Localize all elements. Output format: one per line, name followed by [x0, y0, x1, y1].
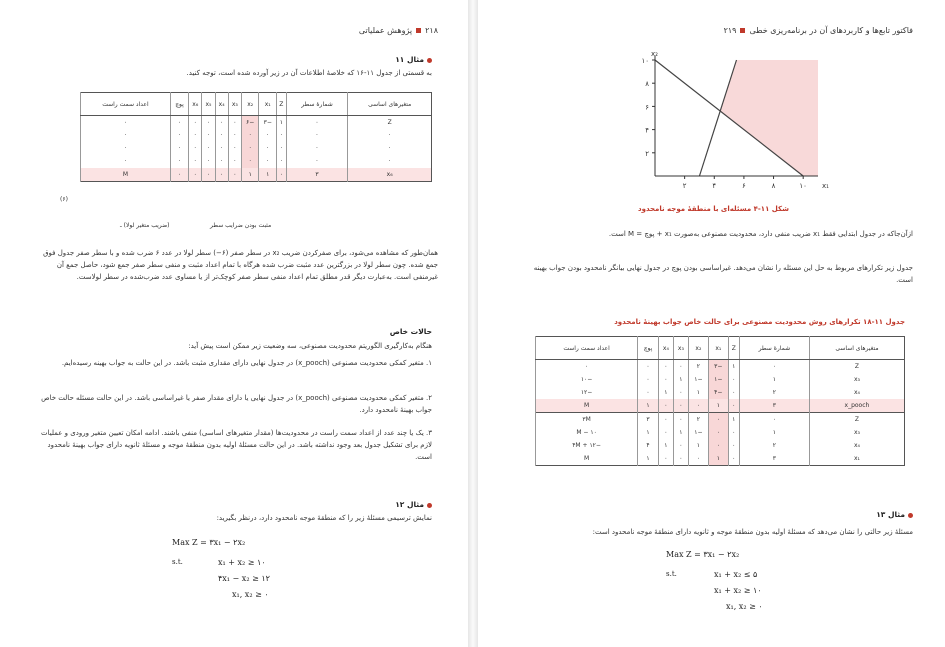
table-cell: x₁ — [809, 452, 904, 466]
table-cell: · — [189, 142, 202, 155]
table-cell: ۱ — [638, 399, 659, 413]
table-cell: ۰ — [673, 399, 688, 413]
table-cell: · — [286, 142, 348, 155]
table-cell: ۰ — [728, 426, 739, 439]
table-cell: ۰ — [658, 426, 673, 439]
right-para2: جدول زیر تکرارهای مربوط به حل این مسئله را نشان می‌دهد. غیراساسی بودن پوچ در جدول نهایی بیانگر نامحدود بودن جواب بهینه است. — [533, 264, 913, 284]
table-header-cell: شمارهٔ سطر — [739, 337, 809, 360]
example11-title: مثال ۱۱ — [395, 55, 432, 64]
table-header-cell: x₅ — [202, 93, 215, 116]
x-tick-label: ۶ — [742, 182, 746, 190]
right-page — [478, 0, 945, 647]
table-row — [536, 426, 905, 439]
table-cell: −۶ — [241, 116, 259, 130]
table-cell: · — [241, 155, 259, 168]
table-cell: · — [277, 142, 287, 155]
x-tick-label: ۴ — [712, 182, 717, 190]
page-gutter — [468, 0, 478, 647]
table-cell: ۱ — [739, 373, 809, 386]
table-cell: ۱ — [277, 116, 287, 130]
table-cell: ۰ — [708, 413, 728, 427]
table-cell: ۳M — [536, 413, 638, 427]
table-row — [81, 129, 432, 142]
example13-st: s.t. — [666, 570, 677, 578]
table-cell: · — [202, 155, 215, 168]
table-cell: ۳ — [638, 413, 659, 427]
table-row — [536, 413, 905, 427]
example12-constraint-1: x₁ + x₂ ≥ ۱۰ — [218, 558, 266, 567]
table-cell: · — [215, 129, 228, 142]
table-cell: −۱۰ — [536, 373, 638, 386]
table-row — [536, 452, 905, 466]
table-cell: ۰ — [277, 168, 287, 182]
iteration-table — [535, 336, 905, 466]
table-header-cell: پوچ — [638, 337, 659, 360]
table-cell: x₄ — [809, 439, 904, 452]
table-cell: ۰ — [228, 168, 241, 182]
table-cell: Z — [809, 360, 904, 374]
table-cell: ۰ — [170, 168, 188, 182]
table-cell: ۱ — [708, 399, 728, 413]
table-header-cell: x₂ — [688, 337, 708, 360]
table-cell: ۳ — [739, 452, 809, 466]
table-cell: ۰ — [708, 439, 728, 452]
table-header-cell: متغیرهای اساسی — [809, 337, 904, 360]
table-cell: ۰ — [658, 373, 673, 386]
table-cell: −۱۲ — [536, 386, 638, 399]
table-cell: ۲ — [688, 360, 708, 374]
left-page — [0, 0, 468, 647]
table-cell: ۰ — [658, 413, 673, 427]
y-tick-label: ۲ — [645, 149, 649, 158]
table-cell: Z — [809, 413, 904, 427]
table-cell: ۰ — [658, 452, 673, 466]
table-cell: x₄ — [809, 386, 904, 399]
example12-title: مثال ۱۲ — [395, 500, 432, 509]
right-para1: ازآن‌جاکه در جدول ابتدایی فقط x₁ ضریب منفی دارد، محدودیت مصنوعی به‌صورت x₁ + پوچ = M است. — [608, 230, 913, 238]
table-cell: · — [189, 129, 202, 142]
y-tick-label: ۸ — [645, 80, 649, 89]
special-case-2: ۲. متغیر کمکی محدودیت مصنوعی (x_pooch) در جدول نهایی یا دارای مقدار صفر یا غیراساسی باشد. در این حالت مسئله حالت خاص جواب بهینهٔ نامحدود دارد. — [41, 394, 432, 414]
table-cell: · — [286, 155, 348, 168]
special-case-3: ۳. یک یا چند عدد از اعداد سمت راست در محدودیت‌ها (مقدار متغیرهای اساسی) منفی باشند. ادامه امکان تعیین متغیر ورودی و عملیات لازم برای تشکیل جدول بعد وجود نداشته باشد. در این حالت مسئلهٔ اولیه بدون منطقهٔ موجه و مسئلهٔ ثانویه دارای جواب بهینهٔ نامحدود است. — [41, 429, 432, 461]
table-cell: ۰ — [202, 116, 215, 130]
table-cell: ۰ — [728, 386, 739, 399]
example12-intro: نمایش ترسیمی مسئلهٔ زیر را که منطقهٔ موجه نامحدود دارد، درنظر بگیرید: — [216, 514, 432, 522]
example12-constraint-2: ۴x₁ − x₂ ≥ ۱۲ — [218, 574, 270, 583]
table-cell: −۱ — [708, 373, 728, 386]
left-page-number: ۲۱۸ — [425, 26, 438, 35]
table-cell: −۱۲ + ۴M — [536, 439, 638, 452]
table-cell: · — [348, 155, 432, 168]
table-cell: · — [202, 142, 215, 155]
table-cell: ۱ — [728, 413, 739, 427]
table-cell: ۰ — [638, 360, 659, 374]
feasible-region — [720, 60, 818, 176]
table-row — [81, 155, 432, 168]
example12-constraint-3: x₁, x₂ ≥ ۰ — [232, 590, 269, 599]
example12-st: s.t. — [172, 558, 183, 566]
table-cell: · — [259, 129, 277, 142]
table-cell: ۰ — [673, 452, 688, 466]
y-axis-label: x₂ — [651, 50, 658, 58]
table-cell: −۳ — [708, 360, 728, 374]
figure-caption: شکل ۱۱-۴ مسئله‌ای با منطقهٔ موجه نامحدود — [638, 205, 789, 213]
y-tick-label: ۴ — [645, 126, 649, 135]
table-cell: −۳ — [259, 116, 277, 130]
table-cell: ۱ — [638, 426, 659, 439]
table-cell: M — [536, 399, 638, 413]
table-cell: ۰ — [638, 386, 659, 399]
table-cell: ۱ — [658, 386, 673, 399]
bullet-icon — [427, 58, 432, 63]
table-cell: · — [241, 142, 259, 155]
table-cell: −۱ — [688, 426, 708, 439]
table-header-cell: x₂ — [241, 93, 259, 116]
table-cell: · — [81, 129, 171, 142]
table-cell: · — [348, 129, 432, 142]
example13-title: مثال ۱۳ — [876, 510, 913, 519]
header-square-icon — [740, 28, 745, 33]
feasible-region-chart — [633, 48, 833, 198]
left-header — [359, 26, 438, 35]
table-cell: · — [259, 155, 277, 168]
example12-objective: Max Z = ۳x₁ − ۲x₂ — [172, 538, 246, 547]
table-cell: · — [81, 142, 171, 155]
table-row — [81, 142, 432, 155]
table-cell: · — [259, 142, 277, 155]
table-cell: ۱ — [673, 426, 688, 439]
annot-positive-row: مثبت بودن ضرایب سطر — [210, 222, 272, 229]
table-cell: x₃ — [809, 426, 904, 439]
table-caption: جدول ۱۱-۱۸ تکرارهای روش محدودیت مصنوعی برای حالت خاص جواب بهینهٔ نامحدود — [614, 318, 905, 326]
right-page-number: ۲۱۹ — [723, 26, 737, 35]
table-cell: M − ۱۰ — [536, 426, 638, 439]
table-cell: · — [189, 155, 202, 168]
table-header-cell: x₆ — [189, 93, 202, 116]
table-cell: ۱ — [708, 452, 728, 466]
table-cell: · — [286, 129, 348, 142]
example13-constraint-2: x₁ + x₂ ≥ ۱۰ — [714, 586, 762, 595]
table-cell: ۰ — [81, 116, 171, 130]
left-header-title: پژوهش عملیاتی — [358, 26, 413, 35]
table-cell: ۰ — [673, 386, 688, 399]
table-cell: ۲ — [739, 386, 809, 399]
table-cell: ۲ — [739, 439, 809, 452]
table-cell: ۰ — [728, 399, 739, 413]
table-row — [81, 168, 432, 182]
table-cell: · — [228, 142, 241, 155]
table-cell: · — [277, 129, 287, 142]
y-tick-label: ۱۰ — [641, 57, 649, 65]
row-left-mark: (۶) — [60, 196, 68, 203]
table-cell: x₃ — [809, 373, 904, 386]
right-header-title: فاکتور تابع‌ها و کاربردهای آن در برنامه‌ریزی خطی — [749, 26, 913, 35]
table-row — [536, 373, 905, 386]
table-cell: · — [241, 129, 259, 142]
header-square-icon — [416, 28, 421, 33]
table-cell: ۳ — [286, 168, 348, 182]
table-cell: x_pooch — [809, 399, 904, 413]
special-cases-intro: هنگام به‌کارگیری الگوریتم محدودیت مصنوعی، سه وضعیت زیر ممکن است پیش آید: — [188, 342, 432, 350]
table-header-cell: متغیرهای اساسی — [348, 93, 432, 116]
special-case-1: ۱. متغیر کمکی محدودیت مصنوعی (x_pooch) در جدول نهایی دارای مقداری مثبت باشد. در این حالت به جواب بهینه رسیده‌ایم. — [61, 359, 432, 367]
table-header-cell: x₃ — [228, 93, 241, 116]
example11-intro: به قسمتی از جدول ۱۱-۱۶ که خلاصهٔ اطلاعات آن در زیر آورده شده است، توجه کنید. — [186, 69, 432, 77]
table-cell: x₆ — [348, 168, 432, 182]
table-cell: ۰ — [170, 116, 188, 130]
table-cell: ۰ — [202, 168, 215, 182]
table-cell: ۰ — [638, 373, 659, 386]
table-cell: ۰ — [708, 426, 728, 439]
table-cell: ۰ — [658, 360, 673, 374]
table-cell: ۱ — [638, 452, 659, 466]
table-cell: ۱ — [259, 168, 277, 182]
table-cell: ۰ — [739, 360, 809, 374]
table-cell: ۰ — [673, 360, 688, 374]
x-axis-label: x₁ — [822, 182, 829, 190]
table-cell: · — [170, 142, 188, 155]
x-tick-label: ۱۰ — [799, 182, 807, 190]
table-cell: M — [81, 168, 171, 182]
table-row — [536, 399, 905, 413]
table-header-cell: x₁ — [259, 93, 277, 116]
table-header-cell: شمارهٔ سطر — [286, 93, 348, 116]
example13-intro: مسئلهٔ زیر حالتی را نشان می‌دهد که مسئلهٔ اولیه بدون منطقهٔ موجه و ثانویه دارای منطقهٔ موجه نامحدود است: — [592, 528, 913, 536]
table-cell: ۰ — [189, 168, 202, 182]
table-cell: ۱ — [688, 386, 708, 399]
table-cell: ۰ — [728, 439, 739, 452]
table-header-cell: x₃ — [673, 337, 688, 360]
right-header — [724, 26, 913, 35]
table-cell: ۰ — [215, 168, 228, 182]
table-cell: ۱ — [728, 360, 739, 374]
table-cell: ۱ — [688, 439, 708, 452]
bullet-icon — [427, 503, 432, 508]
x-tick-label: ۲ — [682, 182, 687, 190]
table-cell: ۲ — [688, 413, 708, 427]
table-header-cell: اعداد سمت راست — [81, 93, 171, 116]
table-header-cell: Z — [728, 337, 739, 360]
table-cell: ۱ — [241, 168, 259, 182]
table-header-cell: x₄ — [658, 337, 673, 360]
table-cell: · — [348, 142, 432, 155]
table-cell: · — [277, 155, 287, 168]
table-header-cell: Z — [277, 93, 287, 116]
table-cell: ۱ — [658, 439, 673, 452]
table-cell: ۰ — [739, 413, 809, 427]
table-cell: ۰ — [673, 413, 688, 427]
table-cell: ۱ — [673, 373, 688, 386]
table-cell: ۰ — [728, 373, 739, 386]
table-row — [536, 439, 905, 452]
table-cell: ۰ — [228, 116, 241, 130]
table-cell: ۳ — [739, 399, 809, 413]
table-header-cell: اعداد سمت راست — [536, 337, 638, 360]
bullet-icon — [908, 513, 913, 518]
table-cell: ۰ — [688, 452, 708, 466]
table-cell: ۰ — [536, 360, 638, 374]
table-cell: ۰ — [688, 399, 708, 413]
y-tick-label: ۶ — [645, 103, 649, 112]
table-cell: ۰ — [215, 116, 228, 130]
table-cell: ۰ — [189, 116, 202, 130]
left-para1: همان‌طور که مشاهده می‌شود، برای صفرکردن ضریب x₂ در سطر صفر (۶−) سطر لولا در عدد ۶ ضرب شده و با سطر صفر جدول فوق جمع شده. چون سطر لولا در بزرگترین عدد مثبت ضرب شده هرگاه با تمام اعداد مثبت و منفی سطر صفر جمع شود، حاصل جمع آن غیرمنفی است. به‌عبارت دیگر قدر مطلق تمام اعداد منفی سطر صفر کوچک‌تر از یا مساوی عدد ضرب‌شده در سطر لولاست. — [43, 249, 438, 281]
annot-pivot-coef: (ضریب متغیر لولا) ـ — [120, 222, 170, 229]
example13-constraint-3: x₁, x₂ ≥ ۰ — [726, 602, 763, 611]
x-tick-label: ۸ — [771, 182, 776, 190]
example11-table — [80, 92, 432, 182]
table-cell: ۴ — [638, 439, 659, 452]
table-cell: Z — [348, 116, 432, 130]
table-row — [536, 386, 905, 399]
example13-objective: Max Z = ۳x₁ − ۲x₂ — [666, 550, 740, 559]
table-cell: ۱ — [739, 426, 809, 439]
table-header-cell: x₄ — [215, 93, 228, 116]
table-cell: −۴ — [708, 386, 728, 399]
table-cell: ۰ — [658, 399, 673, 413]
special-cases-title: حالات خاص — [389, 327, 432, 336]
table-cell: · — [228, 155, 241, 168]
table-cell: · — [215, 155, 228, 168]
table-cell: ۰ — [673, 439, 688, 452]
table-header-cell: پوچ — [170, 93, 188, 116]
table-cell: · — [202, 129, 215, 142]
table-cell: · — [215, 142, 228, 155]
table-cell: ۰ — [286, 116, 348, 130]
table-cell: · — [170, 129, 188, 142]
table-row — [536, 360, 905, 374]
table-cell: ۰ — [728, 452, 739, 466]
table-header-cell: x₁ — [708, 337, 728, 360]
table-cell: · — [228, 129, 241, 142]
table-cell: · — [81, 155, 171, 168]
table-cell: −۱ — [688, 373, 708, 386]
table-row — [81, 116, 432, 130]
example13-constraint-1: x₁ + x₂ ≤ ۵ — [714, 570, 758, 579]
table-cell: M — [536, 452, 638, 466]
table-cell: · — [170, 155, 188, 168]
